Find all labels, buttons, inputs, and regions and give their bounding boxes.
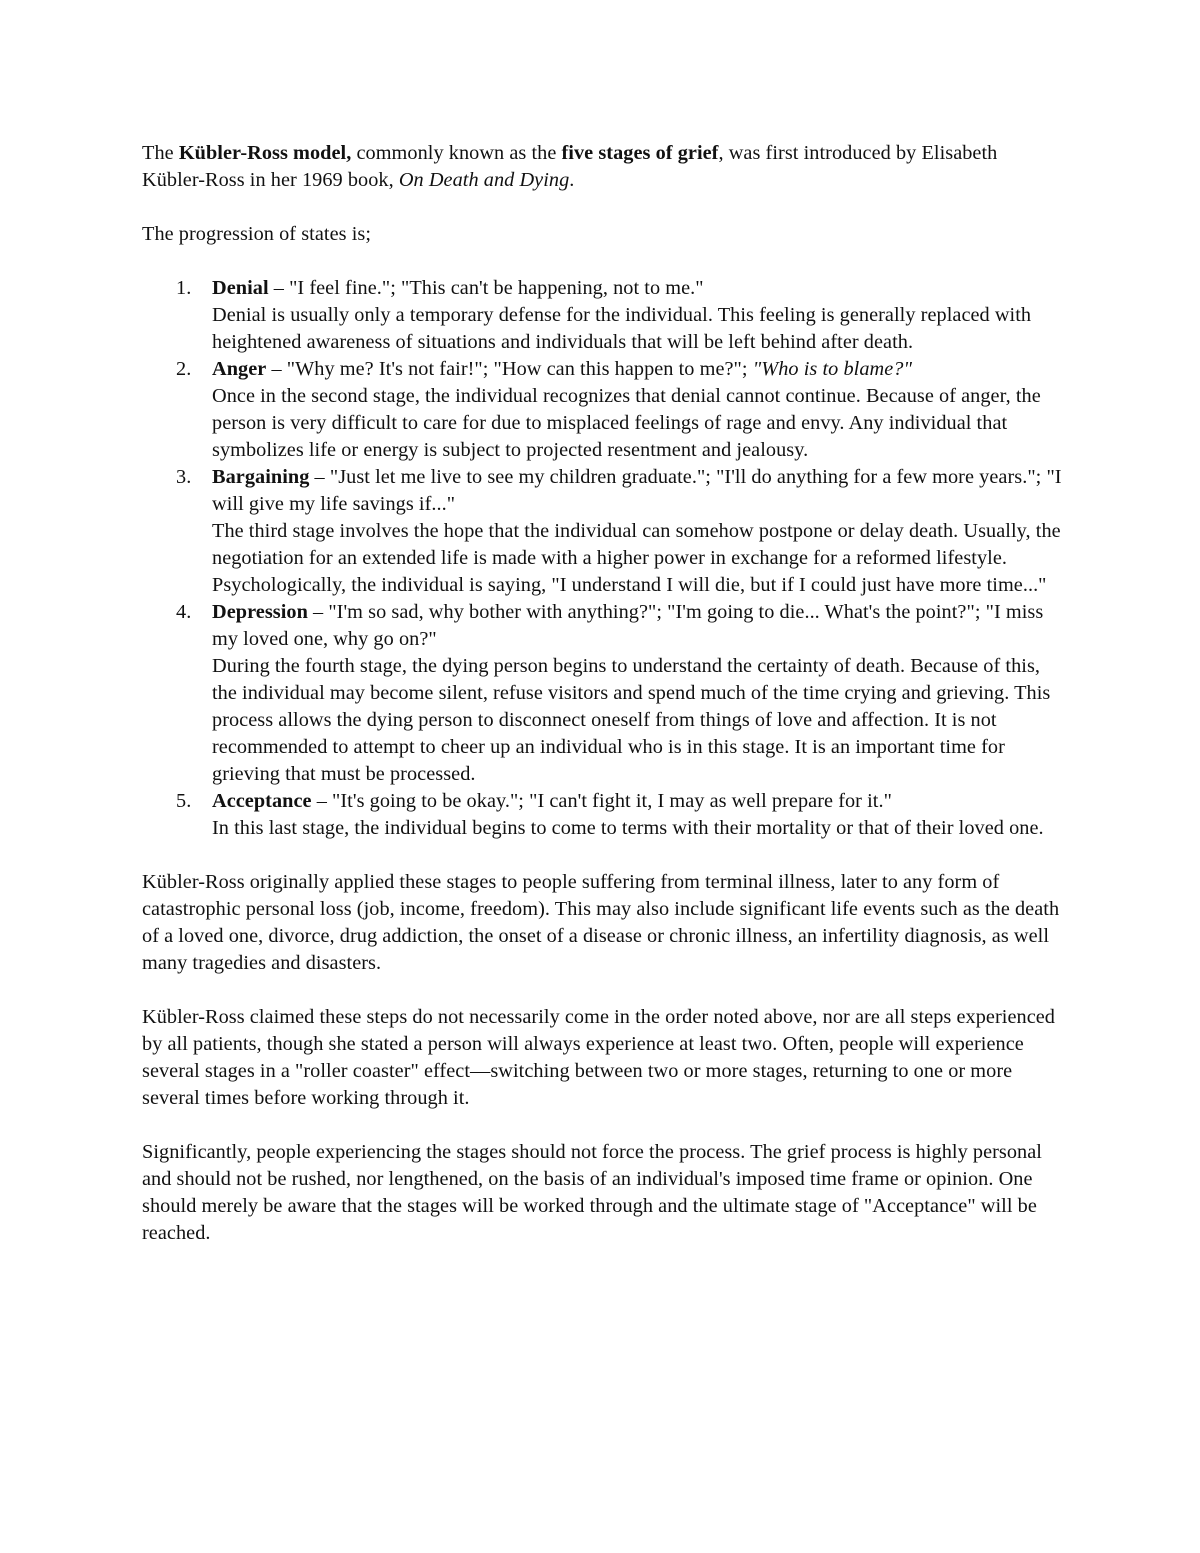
stage-number: 1. [176, 277, 192, 299]
stage-description: In this last stage, the individual begins to come to terms with their mortality or that of their loved one. [212, 817, 1044, 839]
five-stages-term: five stages of grief [561, 142, 719, 164]
intro-text: commonly known as the [351, 142, 562, 164]
stage-quotes-italic: "Who is to blame?" [752, 358, 913, 380]
stage-name: Acceptance [212, 790, 312, 812]
stage-description: The third stage involves the hope that the individual can somehow postpone or delay death. Usually, the negotiation for an extended life is made with a higher power in exchange for a reformed lifestyle. Psychologically, the individual is saying, "I understand I will die, but if I could just have more time..." [212, 520, 1061, 596]
body-paragraph-process: Significantly, people experiencing the stages should not force the process. The grief process is highly personal and should not be rushed, nor lengthened, on the basis of an individual's imposed time frame or opinion. One should merely be aware that the stages will be worked through and the ultimate stage of "Acceptance" will be reached. [142, 1141, 1042, 1244]
stage-item-depression [142, 599, 1062, 788]
stage-item-anger [142, 356, 1062, 464]
stage-dash: – [307, 601, 329, 623]
stage-dash: – [268, 277, 290, 299]
book-title: On Death and Dying [398, 169, 570, 191]
stage-name: Bargaining [212, 466, 310, 488]
intro-text: , was first introduced by Elisabeth Kübler-Ross in her 1969 book, [142, 142, 998, 191]
stage-description: During the fourth stage, the dying person begins to understand the certainty of death. Because of this, the individual may become silent, refuse visitors and spend much of the time crying and grieving. This process allows the dying person to disconnect oneself from things of love and affection. It is not recommended to attempt to cheer up an individual who is in this stage. It is an important time for grieving that must be processed. [212, 655, 1051, 785]
body-paragraph-applications: Kübler-Ross originally applied these stages to people suffering from terminal illness, later to any form of catastrophic personal loss (job, income, freedom). This may also include significant life events such as the death of a loved one, divorce, drug addiction, the onset of a disease or chronic illness, an infertility diagnosis, as well many tragedies and disasters. [142, 871, 1060, 974]
stage-name: Depression [212, 601, 308, 623]
progression-lead: The progression of states is; [142, 223, 372, 245]
stage-number: 3. [176, 466, 192, 488]
stage-name: Anger [212, 358, 267, 380]
stage-item-bargaining [142, 464, 1062, 599]
stage-name: Denial [212, 277, 269, 299]
stage-description: Once in the second stage, the individual recognizes that denial cannot continue. Because of anger, the person is very difficult to care for due to misplaced feelings of rage and envy. Any individual that symbolizes life or energy is subject to projected resentment and jealousy. [212, 385, 1041, 461]
stage-dash: – [266, 358, 287, 380]
stage-description: Denial is usually only a temporary defense for the individual. This feeling is generally replaced with heightened awareness of situations and individuals that will be left behind after death. [212, 304, 1032, 353]
stage-quotes: "Why me? It's not fair!"; "How can this happen to me?"; [286, 358, 753, 380]
model-name: Kübler-Ross model, [178, 142, 352, 164]
stage-dash: – [311, 790, 333, 812]
stage-item-denial [142, 275, 1062, 356]
stage-dash: – [309, 466, 330, 488]
stages-list [142, 275, 1062, 842]
stage-number: 5. [176, 790, 192, 812]
stage-quotes: "I feel fine."; "This can't be happening, not to me." [289, 277, 704, 299]
intro-text: The [142, 142, 179, 164]
intro-paragraph [142, 140, 1062, 194]
stage-item-acceptance [142, 788, 1062, 842]
body-paragraph-order: Kübler-Ross claimed these steps do not necessarily come in the order noted above, nor are all steps experienced by all patients, though she stated a person will always experience at least two. Often, people will experience several stages in a "roller coaster" effect—switching between two or more stages, returning to one or more several times before working through it. [142, 1006, 1055, 1109]
intro-text: . [569, 169, 575, 191]
stage-number: 2. [176, 358, 192, 380]
stage-quotes: "Just let me live to see my children graduate."; "I'll do anything for a few more years."; "I will give my life savings if..." [212, 466, 1062, 515]
stage-number: 4. [176, 601, 192, 623]
stage-quotes: "I'm so sad, why bother with anything?"; "I'm going to die... What's the point?"; "I miss my loved one, why go on?" [212, 601, 1044, 650]
stage-quotes: "It's going to be okay."; "I can't fight it, I may as well prepare for it." [332, 790, 892, 812]
document-page [142, 140, 1062, 1247]
